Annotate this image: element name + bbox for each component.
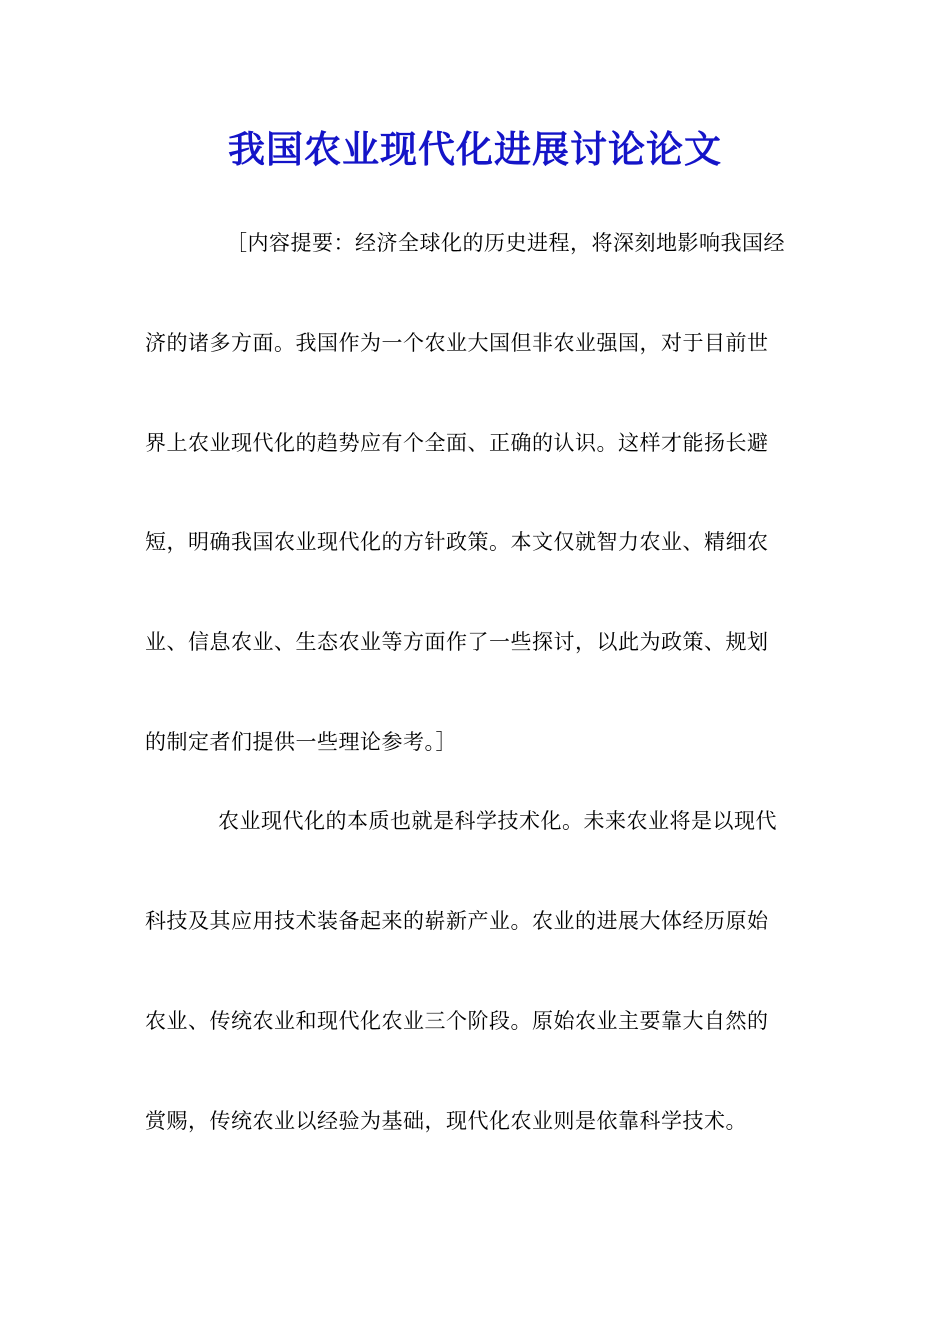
abstract-line-5: 业、信息农业、生态农业等方面作了一些探讨，以此为政策、规划: [145, 630, 769, 654]
abstract-line-4: 短，明确我国农业现代化的方针政策。本文仅就智力农业、精细农: [145, 530, 769, 554]
document-title: 我国农业现代化进展讨论论文: [228, 127, 722, 171]
abstract-line-1: ［内容提要：经济全球化的历史进程，将深刻地影响我国经: [226, 231, 785, 255]
abstract-line-6: 的制定者们提供一些理论参考。］: [145, 730, 457, 754]
paragraph-line-3: 农业、传统农业和现代化农业三个阶段。原始农业主要靠大自然的: [145, 1009, 769, 1033]
paragraph-line-4: 赏赐，传统农业以经验为基础，现代化农业则是依靠科学技术。: [145, 1109, 747, 1133]
paragraph-line-2: 科技及其应用技术装备起来的崭新产业。农业的进展大体经历原始: [145, 909, 769, 933]
abstract-line-3: 界上农业现代化的趋势应有个全面、正确的认识。这样才能扬长避: [145, 431, 769, 455]
paragraph-line-1: 农业现代化的本质也就是科学技术化。未来农业将是以现代: [218, 809, 777, 833]
abstract-line-2: 济的诸多方面。我国作为一个农业大国但非农业强国，对于目前世: [145, 331, 769, 355]
